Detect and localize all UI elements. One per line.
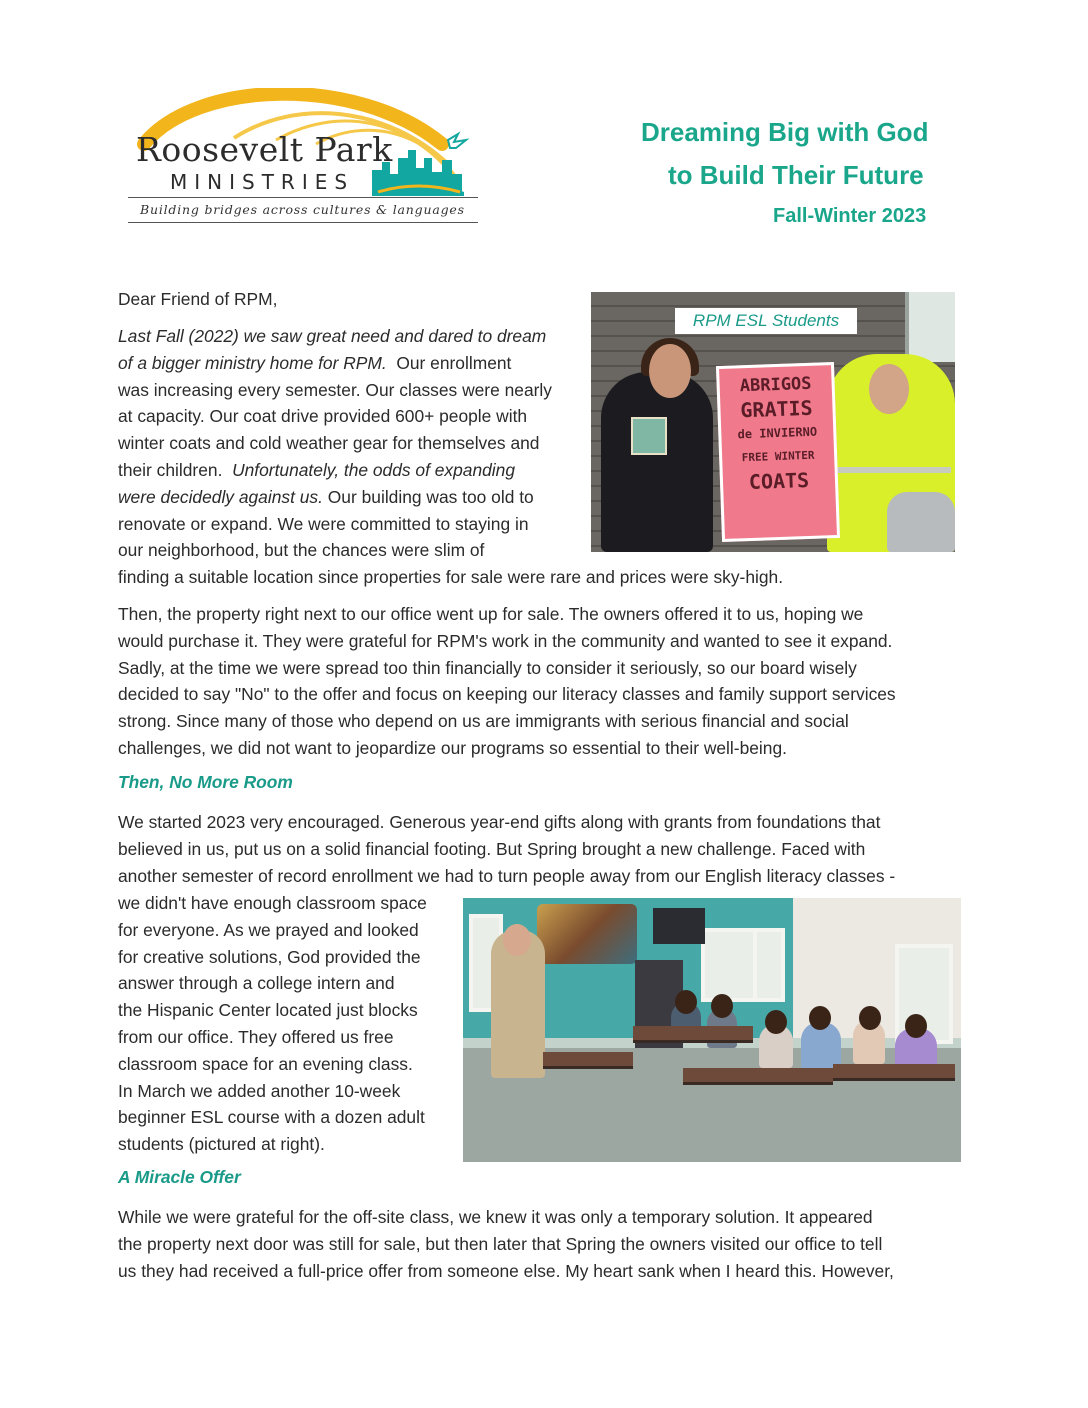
sign-line-3: de INVIERNO — [737, 424, 818, 442]
p1-line-5: winter coats and cold weather gear for themselves and — [118, 433, 540, 454]
esl-students-photo — [591, 292, 955, 552]
sign-line-1: ABRIGOS — [739, 373, 812, 397]
p4-line: we didn't have enough classroom space — [118, 893, 427, 913]
paragraph-5 — [118, 1204, 894, 1284]
p1-line-9: our neighborhood, but the chances were slim of — [118, 540, 485, 561]
p5-line: While we were grateful for the off-site class, we knew it was only a temporary solution. It appeared — [118, 1207, 873, 1227]
p1-line-3: was increasing every semester. Our classes were nearly — [118, 379, 552, 400]
classroom-desk — [833, 1064, 955, 1081]
student-head — [809, 1006, 831, 1030]
p5-line: us they had received a full-price offer from someone else. My heart sank when I heard this. However, — [118, 1260, 894, 1281]
student-right-face — [869, 364, 909, 414]
logo-rule-bottom — [128, 222, 478, 223]
p1-line-10: finding a suitable location since properties for sale were rare and prices were sky-high. — [118, 567, 784, 588]
sign-line-4: FREE WINTER — [741, 448, 815, 465]
free-coats-sign — [716, 362, 840, 542]
p2-line: Sadly, at the time we were spread too thin financially to consider it seriously, so our board wisely — [118, 657, 857, 678]
classroom-window — [701, 928, 757, 1002]
p5-line: the property next door was still for sale, but then later that Spring the owners visited our office to tell — [118, 1233, 883, 1254]
p1-line-1: Last Fall (2022) we saw great need and dared to dream — [118, 326, 547, 346]
p1-line-4: at capacity. Our coat drive provided 600+ people with — [118, 406, 528, 427]
paragraph-2 — [118, 601, 896, 762]
student-head — [711, 994, 733, 1018]
greeting: Dear Friend of RPM, — [118, 289, 278, 309]
p4-line: In March we added another 10-week — [118, 1080, 401, 1101]
evening-class-photo — [463, 898, 961, 1162]
p4-line: for creative solutions, God provided the — [118, 946, 421, 967]
p1-line-2: of a bigger ministry home for RPM. Our enrollment — [118, 352, 512, 373]
photo-window — [905, 292, 955, 362]
teacher-face — [503, 924, 531, 956]
newsletter-title-line-1: Dreaming Big with God — [641, 117, 929, 147]
p2-line: would purchase it. They were grateful for RPM's work in the community and wanted to see it expand. — [118, 630, 893, 651]
newsletter-title-line-2: to Build Their Future — [668, 160, 924, 190]
classroom-window — [753, 928, 785, 1002]
classroom-desk — [543, 1052, 633, 1069]
p2-line: Then, the property right next to our office went up for sale. The owners offered it to us, hoping we — [118, 604, 864, 624]
p3-line: believed in us, put us on a solid financial footing. But Spring brought a new challenge. Faced with — [118, 838, 866, 859]
student-head — [859, 1006, 881, 1030]
book-image — [631, 417, 667, 455]
wall-tv — [653, 908, 705, 944]
logo — [126, 88, 482, 228]
sign-line-2: GRATIS — [739, 395, 814, 423]
classroom-desk — [633, 1026, 753, 1043]
photo-caption: RPM ESL Students — [675, 308, 857, 334]
p3-line: another semester of record enrollment we had to turn people away from our English literacy classes - — [118, 865, 896, 886]
p4-line: the Hispanic Center located just blocks — [118, 1000, 418, 1021]
p4-line: classroom space for an evening class. — [118, 1053, 413, 1074]
logo-name: Roosevelt Park — [136, 130, 393, 169]
logo-tagline: Building bridges across cultures & languages — [140, 202, 465, 217]
p2-line: strong. Since many of those who depend on us are immigrants with serious financial and social — [118, 711, 849, 732]
paragraph-4 — [118, 890, 427, 1158]
paragraph-3 — [118, 809, 895, 889]
p4-line: answer through a college intern and — [118, 973, 395, 994]
wall-mural — [537, 904, 637, 964]
sign-text — [723, 371, 831, 495]
student-head — [905, 1014, 927, 1038]
p4-line: students (pictured at right). — [118, 1134, 325, 1155]
subheading-miracle-offer: A Miracle Offer — [118, 1167, 241, 1187]
p3-line: We started 2023 very encouraged. Generous year-end gifts along with grants from foundations that — [118, 812, 881, 832]
sign-line-5: COATS — [748, 467, 810, 495]
student-left-face — [649, 344, 691, 398]
p4-line: beginner ESL course with a dozen adult — [118, 1107, 425, 1128]
subheading-no-more-room: Then, No More Room — [118, 772, 293, 792]
p4-line: from our office. They offered us free — [118, 1026, 394, 1047]
p2-line: challenges, we did not want to jeopardize our programs so essential to their well-being. — [118, 737, 787, 758]
p1-line-8: renovate or expand. We were committed to staying in — [118, 513, 529, 534]
newsletter-season: Fall-Winter 2023 — [773, 205, 927, 227]
coat-bag — [887, 492, 955, 552]
student-head — [765, 1010, 787, 1034]
classroom-desk — [683, 1068, 833, 1085]
student-left-figure — [601, 372, 713, 552]
logo-rule-top — [128, 197, 478, 198]
p1-line-6: their children. Unfortunately, the odds of expanding — [118, 459, 516, 480]
p1-line-7: were decidedly against us. Our building was too old to — [118, 486, 534, 507]
p2-line: decided to say "No" to the offer and focus on keeping our literacy classes and family support services — [118, 684, 896, 705]
logo-ministries: MINISTRIES — [170, 170, 355, 194]
p4-line: for everyone. As we prayed and looked — [118, 919, 419, 940]
reflective-stripe — [835, 467, 951, 473]
student-head — [675, 990, 697, 1014]
